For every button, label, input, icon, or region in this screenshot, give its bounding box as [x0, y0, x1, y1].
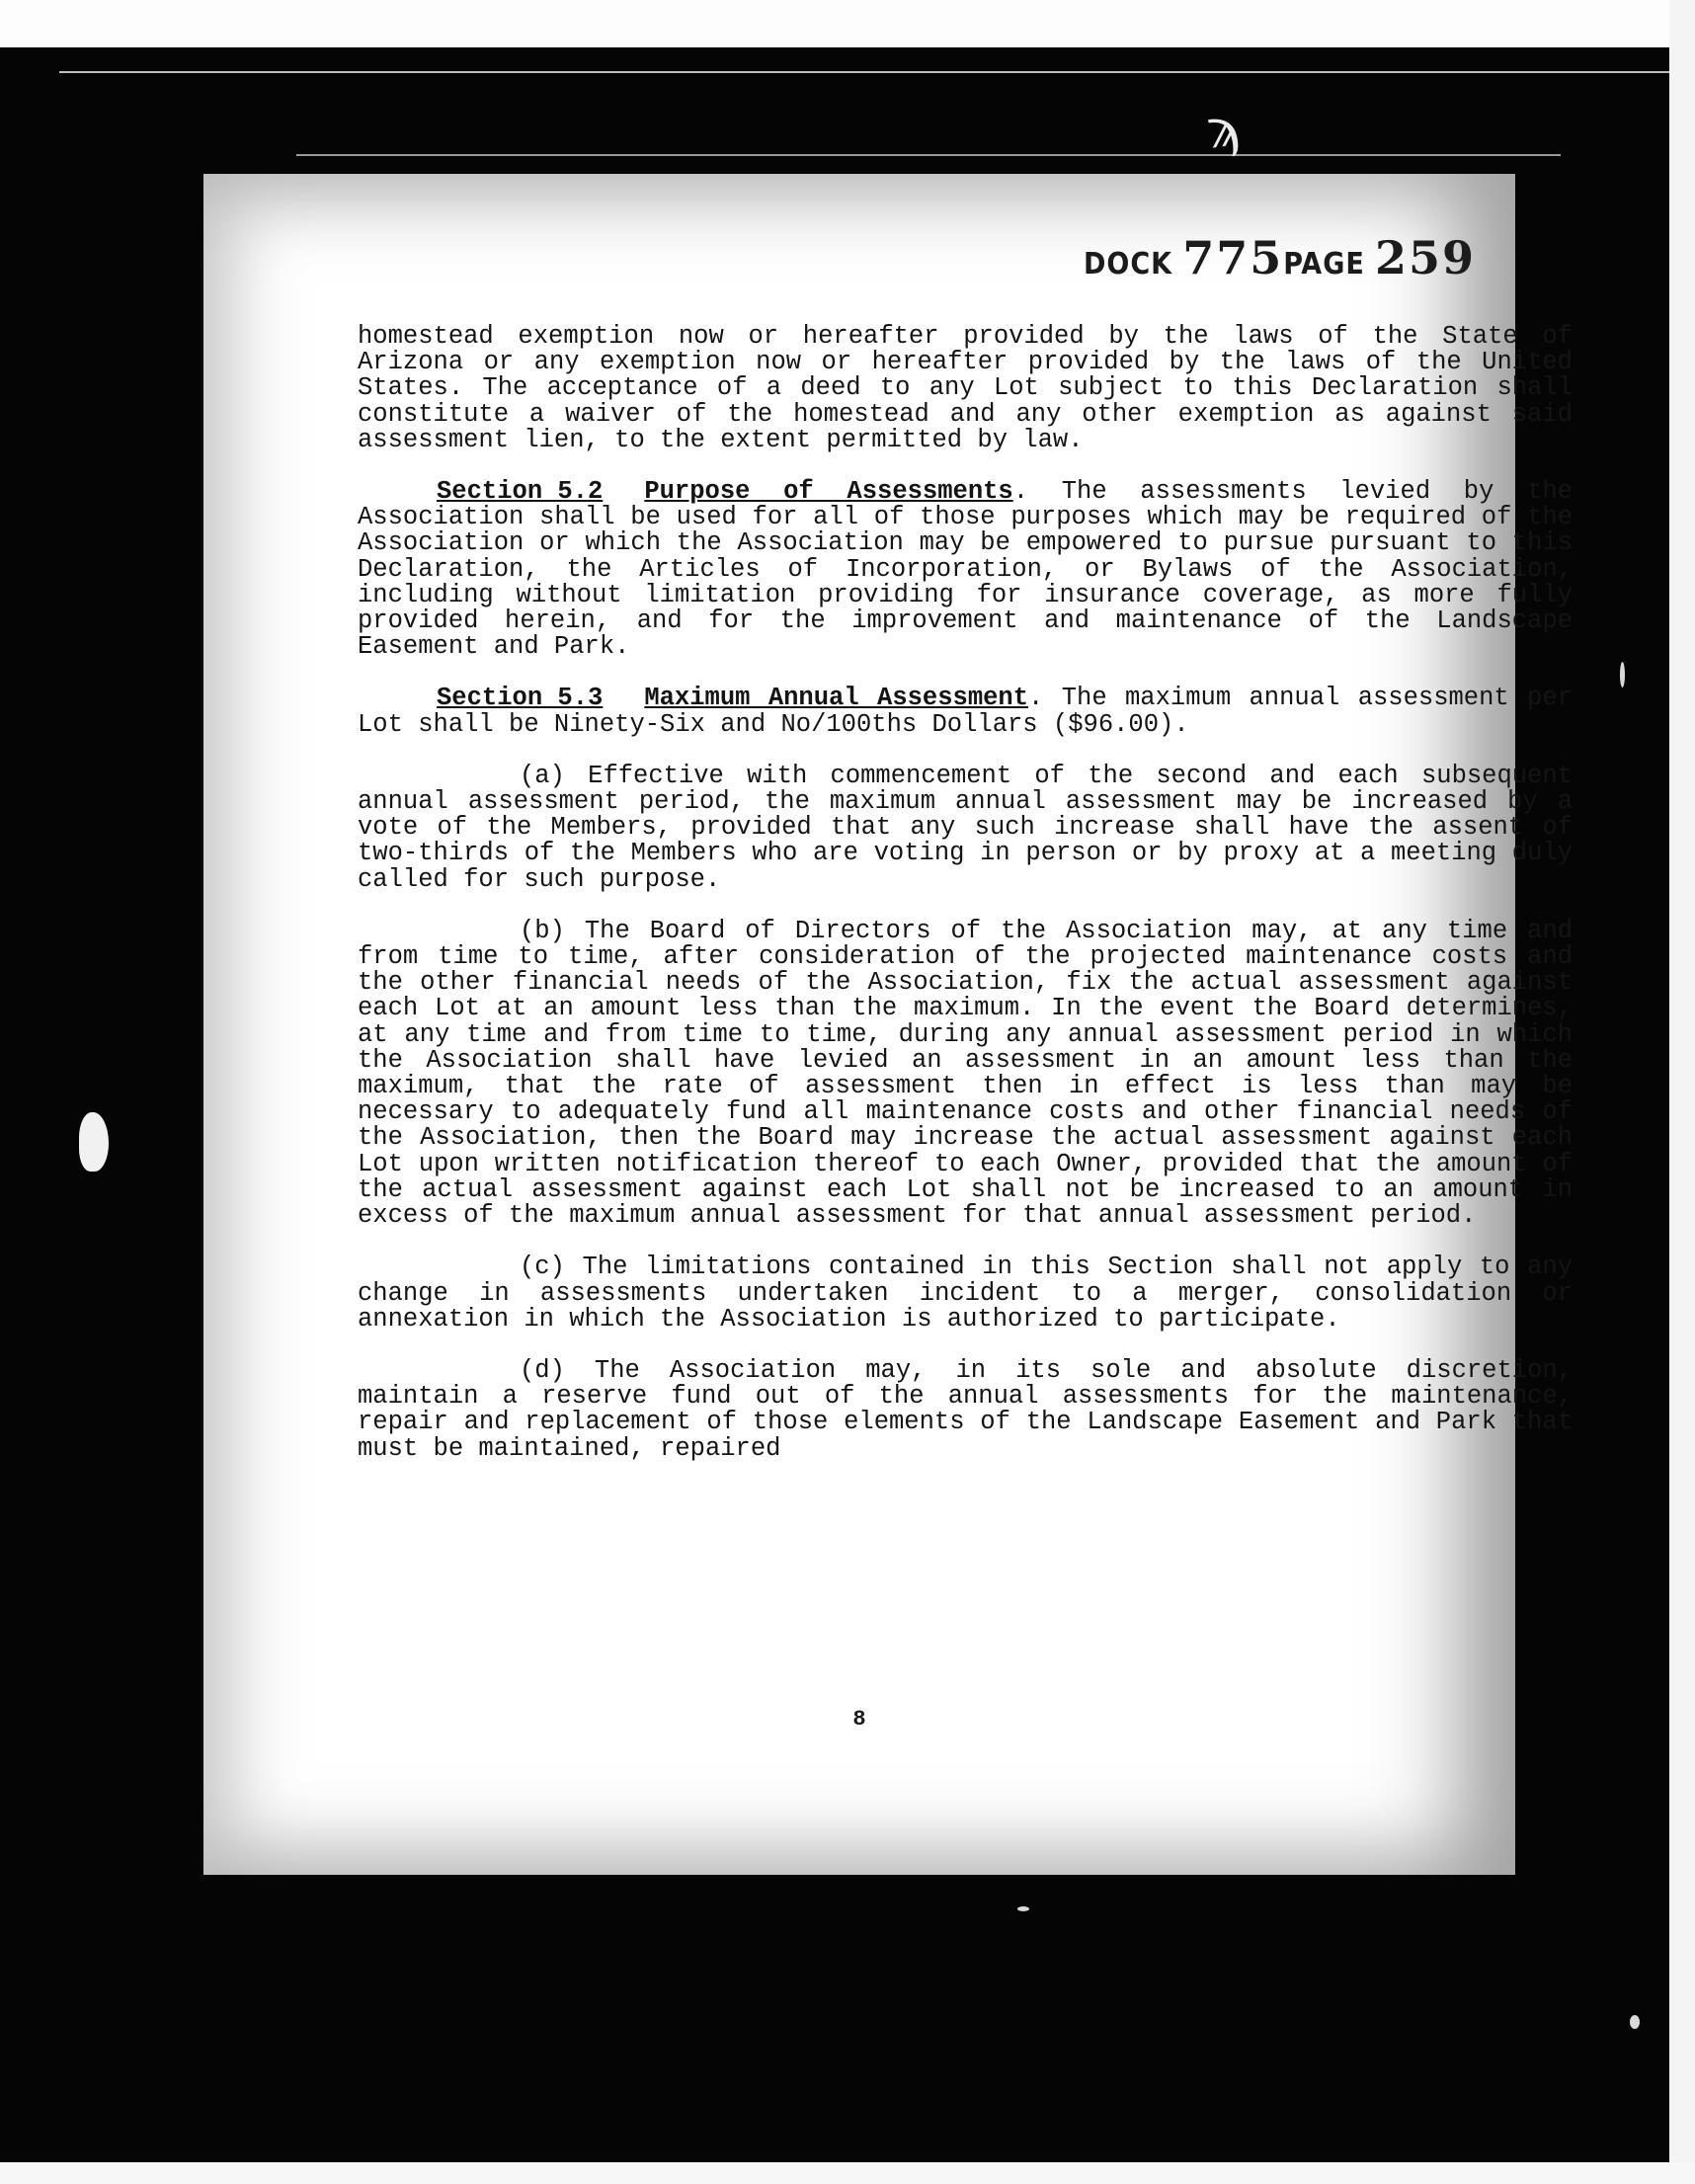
section-number: Section 5.3 [437, 684, 604, 713]
scan-blot [79, 1112, 109, 1172]
page-label: PAGE [1283, 247, 1365, 282]
document-page [203, 174, 1574, 1875]
recorded-page-number: 259 [1374, 231, 1476, 284]
section-heading: Maximum Annual Assessment [644, 684, 1029, 713]
paragraph-sub-a: (a) Effective with commencement of the second and each subsequent annual assessment period, the maximum annual assessment may be increased by a vote of the Members, provided that any such increase shall have the assent of two-thirds of the Members who are voting in person or by proxy at a meeting duly called for such purpose. [358, 761, 1573, 894]
paragraph-sub-d: (d) The Association may, in its sole and absolute discretion, maintain a reserve fund out of the annual assessments for the maintenance, repair and replacement of those elements of the Landscape Easement and Park that must be maintained, repaired [358, 1355, 1573, 1463]
scan-speck [1630, 2015, 1640, 2029]
scan-bottom-margin [0, 2162, 1695, 2184]
section-heading: Purpose of Assessments [644, 477, 1013, 507]
paragraph-section-5-2 [358, 479, 1573, 660]
handwritten-mark: ϡ [1202, 95, 1243, 161]
scan-right-margin [1669, 0, 1695, 2184]
paragraph-continuation: homestead exemption now or hereafter provided by the laws of the State of Arizona or any exemption now or hereafter provided by the laws of the United States. The acceptance of a deed to any Lot subject to this Declaration shall constitute a waiver of the homestead and any other exemption as against said assessment lien, to the extent permitted by law. [358, 322, 1573, 454]
scan-top-margin [0, 0, 1695, 47]
scan-mid-rule [296, 154, 1561, 156]
paragraph-sub-b: (b) The Board of Directors of the Association may, at any time and from time to time, after consideration of the projected maintenance costs and the other financial needs of the Association, fix the actual assessment against each Lot at an amount less than the maximum. In the event the Board determines, at any time and from time to time, during any annual assessment period in which the Association shall have levied an assessment in an amount less than the maximum, that the rate of assessment then in effect is less than may be necessary to adequately fund all maintenance costs and other financial needs of the Association, then the Board may increase the actual assessment against each Lot upon written notification thereof to each Owner, provided that the amount of the actual assessment against each Lot shall not be increased to an amount in excess of the maximum annual assessment for that annual assessment period. [358, 916, 1573, 1231]
scan-speck [1620, 662, 1625, 688]
book-label: DOCK [1084, 247, 1173, 282]
paragraph-section-5-3 [358, 686, 1573, 737]
section-text: . The maximum annual assessment per Lot shall be Ninety-Six and No/100ths Dollars ($96.00). [358, 684, 1574, 739]
page-number: 8 [852, 1707, 866, 1732]
recording-stamp [1084, 231, 1476, 284]
book-number: 775 [1182, 231, 1284, 284]
section-number: Section 5.2 [437, 477, 604, 507]
scan-speck [1017, 1906, 1029, 1911]
paragraph-sub-c: (c) The limitations contained in this Section shall not apply to any change in assessments undertaken incident to a merger, consolidation or annexation in which the Association is authorized to participate. [358, 1253, 1573, 1334]
document-body [358, 324, 1573, 1488]
section-text: . The assessments levied by the Association shall be used for all of those purposes which may be required of the Association or which the Association may be empowered to pursue pursuant to this Declaration, the Articles of Incorporation, or Bylaws of the Association, including without limitation providing for insurance coverage, as more fully provided herein, and for the improvement and maintenance of the Landscape Easement and Park. [358, 477, 1573, 662]
scan-top-rule [59, 71, 1679, 73]
